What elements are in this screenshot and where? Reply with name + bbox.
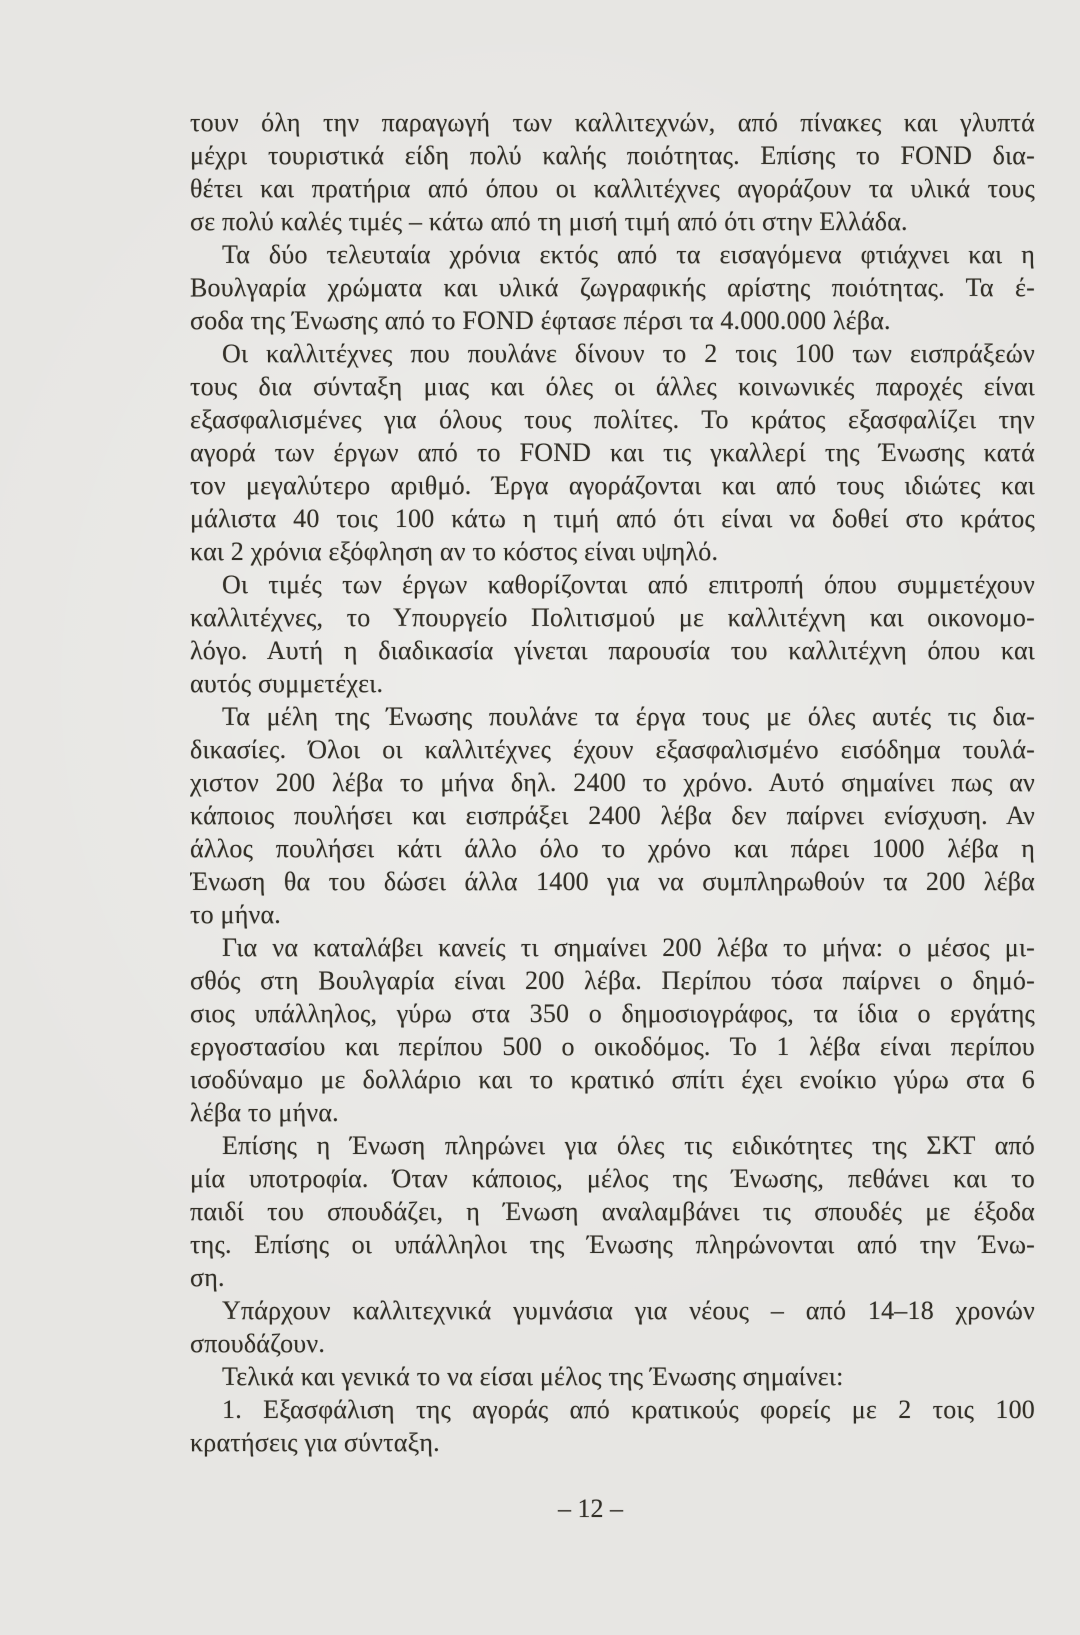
text-line: καλλιτέχνες, το Υπουργείο Πολιτισμού με καλλιτέχνη και οικονομο- xyxy=(190,603,1035,632)
text-line: μέχρι τουριστικά είδη πολύ καλής ποιότητας. Επίσης το FOND δια- xyxy=(190,141,1035,170)
text-line: λέβα το μήνα. xyxy=(190,1098,339,1127)
paragraph xyxy=(190,1129,1035,1294)
text-line: Τα μέλη της Ένωσης πουλάνε τα έργα τους με όλες αυτές τις δια- xyxy=(222,702,1035,731)
text-line: τον μεγαλύτερο αριθμό. Έργα αγοράζονται και από τους ιδιώτες και xyxy=(190,471,1035,500)
text-line: σιος υπάλληλος, γύρω στα 350 ο δημοσιογράφος, τα ίδια ο εργάτης xyxy=(190,999,1035,1028)
text-line: εργοστασίου και περίπου 500 ο οικοδόμος. Το 1 λέβα είναι περίπου xyxy=(190,1032,1035,1061)
text-line: Για να καταλάβει κανείς τι σημαίνει 200 λέβα το μήνα: ο μέσος μι- xyxy=(222,933,1035,962)
text-line: άλλος πουλήσει κάτι άλλο όλο το χρόνο και πάρει 1000 λέβα η xyxy=(190,834,1035,863)
text-line: χιστον 200 λέβα το μήνα δηλ. 2400 το χρόνο. Αυτό σημαίνει πως αν xyxy=(190,768,1035,797)
text-line: θέτει και πρατήρια από όπου οι καλλιτέχνες αγοράζουν τα υλικά τους xyxy=(190,174,1035,203)
page-text-block xyxy=(190,106,1035,1459)
text-line: μάλιστα 40 τοις 100 κάτω η τιμή από ότι είναι να δοθεί στο κράτος xyxy=(190,504,1035,533)
text-line: το μήνα. xyxy=(190,900,281,929)
text-line: σε πολύ καλές τιμές – κάτω από τη μισή τιμή από ότι στην Ελλάδα. xyxy=(190,207,908,236)
text-line: σθός στη Βουλγαρία είναι 200 λέβα. Περίπου τόσα παίρνει ο δημό- xyxy=(190,966,1035,995)
text-line: Τελικά και γενικά το να είσαι μέλος της Ένωσης σημαίνει: xyxy=(222,1362,844,1391)
paragraph xyxy=(190,931,1035,1129)
page-number: – 12 – xyxy=(558,1494,623,1523)
paragraph xyxy=(190,568,1035,700)
text-line: κρατήσεις για σύνταξη. xyxy=(190,1428,440,1457)
paragraph xyxy=(190,1294,1035,1360)
text-line: Οι τιμές των έργων καθορίζονται από επιτροπή όπου συμμετέχουν xyxy=(222,570,1035,599)
text-line: Οι καλλιτέχνες που πουλάνε δίνουν το 2 τοις 100 των εισπράξεών xyxy=(222,339,1035,368)
text-line: Υπάρχουν καλλιτεχνικά γυμνάσια για νέους – από 14–18 χρονών xyxy=(222,1296,1035,1325)
text-line: ση. xyxy=(190,1263,225,1292)
text-line: 1. Εξασφάλιση της αγοράς από κρατικούς φορείς με 2 τοις 100 xyxy=(222,1395,1035,1424)
text-line: Βουλγαρία χρώματα και υλικά ζωγραφικής αρίστης ποιότητας. Τα έ- xyxy=(190,273,1035,302)
text-line: αγορά των έργων από το FOND και τις γκαλλερί της Ένωσης κατά xyxy=(190,438,1035,467)
text-line: της. Επίσης οι υπάλληλοι της Ένωσης πληρώνονται από την Ένω- xyxy=(190,1230,1035,1259)
text-line: ισοδύναμο με δολλάριο και το κρατικό σπίτι έχει ενοίκιο γύρω στα 6 xyxy=(190,1065,1035,1094)
text-line: δικασίες. Όλοι οι καλλιτέχνες έχουν εξασφαλισμένο εισόδημα τουλά- xyxy=(190,735,1035,764)
text-line: αυτός συμμετέχει. xyxy=(190,669,384,698)
text-line: μία υποτροφία. Όταν κάποιος, μέλος της Ένωσης, πεθάνει και το xyxy=(190,1164,1035,1193)
text-line: λόγο. Αυτή η διαδικασία γίνεται παρουσία του καλλιτέχνη όπου και xyxy=(190,636,1035,665)
text-line: Επίσης η Ένωση πληρώνει για όλες τις ειδικότητες της ΣΚΤ από xyxy=(222,1131,1035,1160)
paragraph xyxy=(190,1360,1035,1393)
paragraph xyxy=(190,337,1035,568)
paragraph xyxy=(190,238,1035,337)
text-line: τους δια σύνταξη μιας και όλες οι άλλες κοινωνικές παροχές είναι xyxy=(190,372,1035,401)
text-line: σπουδάζουν. xyxy=(190,1329,326,1358)
paragraph xyxy=(190,700,1035,931)
text-line: κάποιος πουλήσει και εισπράξει 2400 λέβα δεν παίρνει ενίσχυση. Αν xyxy=(190,801,1035,830)
paragraph xyxy=(190,106,1035,238)
text-line: παιδί του σπουδάζει, η Ένωση αναλαμβάνει τις σπουδές με έξοδα xyxy=(190,1197,1035,1226)
text-line: τουν όλη την παραγωγή των καλλιτεχνών, από πίνακες και γλυπτά xyxy=(190,108,1035,137)
paragraph xyxy=(190,1393,1035,1459)
text-line: εξασφαλισμένες για όλους τους πολίτες. Το κράτος εξασφαλίζει την xyxy=(190,405,1035,434)
text-line: σοδα της Ένωσης από το FOND έφτασε πέρσι τα 4.000.000 λέβα. xyxy=(190,306,891,335)
text-line: και 2 χρόνια εξόφληση αν το κόστος είναι υψηλό. xyxy=(190,537,719,566)
text-line: Ένωση θα του δώσει άλλα 1400 για να συμπληρωθούν τα 200 λέβα xyxy=(190,867,1035,896)
text-line: Τα δύο τελευταία χρόνια εκτός από τα εισαγόμενα φτιάχνει και η xyxy=(222,240,1035,269)
